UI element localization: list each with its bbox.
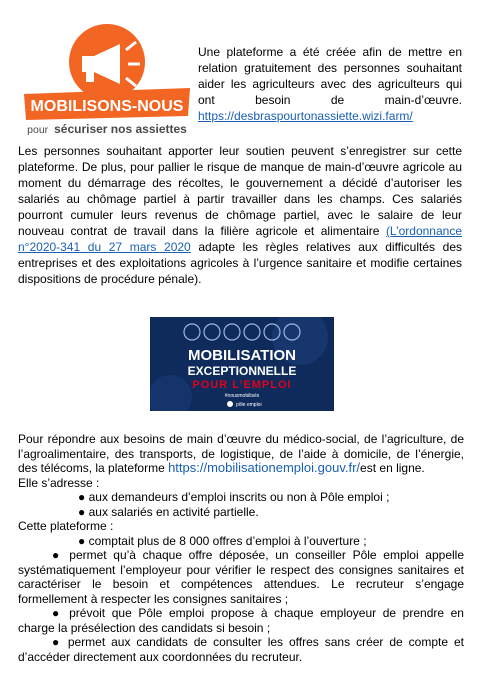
ordonnance-link[interactable]: (L’ordonnance n°2020-341 du 27 mars 2020: [18, 224, 462, 254]
banner-line3: POUR L’EMPLOI: [192, 379, 292, 391]
logo-brand-line: MOBILISONS-NOUS: [30, 98, 184, 115]
pole-emploi-logo-icon: [227, 401, 233, 407]
banner-hashtag: #nousmobilisés: [224, 393, 260, 399]
intro-text: Une plateforme a été créée afin de mettre en relation gratuitement des personnes souhaitant aider les agriculteurs avec des agriculteurs qui ont besoin de main-d’œuvre.: [198, 45, 462, 107]
mobilisation-link[interactable]: https://mobilisationemploi.gouv.fr/: [168, 460, 361, 475]
address-label: Elle s’adresse :: [18, 475, 100, 490]
mobilisation-intro: [18, 432, 464, 476]
platform-item-4: ● permet aux candidats de consulter les offres sans créer de compte et d’accéder directement aux coordonnées du recruteur.: [18, 635, 464, 664]
intro-link[interactable]: https://desbraspourtonassiette.wizi.farm/: [198, 109, 413, 123]
intro-paragraph: [198, 44, 462, 124]
platform-label: Cette plateforme :: [18, 519, 114, 533]
logo-tagline-bold: sécuriser nos assiettes: [54, 122, 187, 136]
support-paragraph: [18, 143, 462, 287]
banner-org: pôle emploi: [236, 402, 262, 408]
support-text-a: Les personnes souhaitant apporter leur soutien peuvent s’enregistrer sur cette plateforme. De plus, pour pallier le risque de manque de main-d’œuvre agricole au moment du démarrage des récoltes, le gouvernement a décidé d’autoriser les salariés au chômage partiel à partir travailler dans les champs. Ces salariés pourront cumuler leurs revenus de chômage partiel, avec le salaire de leur nouveau contrat de travail dans la filière agricole et alimentaire: [18, 144, 462, 238]
platform-item-3: ● prévoit que Pôle emploi propose à chaque employeur de prendre en charge la présélection des candidats si besoin ;: [18, 606, 464, 635]
banner-line2: EXCEPTIONNELLE: [187, 364, 297, 378]
platform-item-1: ● comptait plus de 8 000 offres d’emploi à l’ouverture ;: [78, 533, 367, 548]
mobilisation-paragraph: [18, 432, 464, 664]
banner-graphic: [150, 317, 334, 411]
mobilisons-nous-logo: [22, 20, 192, 138]
platform-item-2: ● permet qu’à chaque offre déposée, un conseiller Pôle emploi appelle systématiquement l’employeur pour vérifier le respect des consignes sanitaires et caractériser le besoin et compétences attendues. Le recruteur s’engage formellement à respecter les consignes sanitaires ;: [18, 548, 464, 606]
mobilisation-intro-a: Pour répondre aux besoins de main d’œuvre du médico-social, de l’agriculture, de l’agroalimentaire, des transports, de logistique, de l’aide à domicile, de l’énergie, des télécoms, la plateforme: [18, 432, 464, 475]
mobilisation-banner: [150, 317, 334, 411]
banner-line1: MOBILISATION: [187, 347, 297, 364]
address-item-1: ● aux demandeurs d’emploi inscrits ou non à Pôle emploi ;: [78, 490, 390, 504]
support-text-b: adapte les règles relatives aux difficultés des entreprises et des exploitations agricoles à l’urgence sanitaire et modifie certaines dispositions de procédure pénale).: [18, 240, 463, 286]
logo-tagline: [27, 122, 187, 136]
mobilisation-intro-b: est en ligne.: [360, 461, 425, 475]
megaphone-icon: [22, 20, 192, 138]
logo-tagline-prefix: pour: [27, 124, 49, 136]
address-item-2: ● aux salariés en activité partielle.: [78, 504, 259, 519]
